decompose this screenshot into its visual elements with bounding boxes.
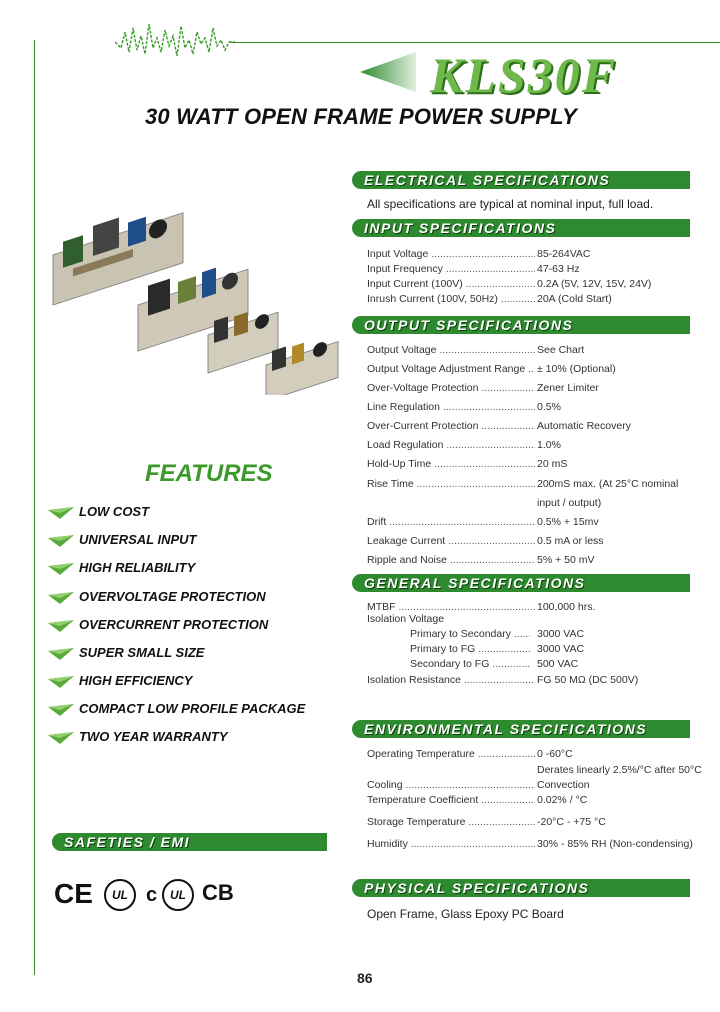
arrow-bullet-icon [48, 676, 74, 688]
arrow-bullet-icon [48, 732, 74, 744]
isolation-voltage-label: Isolation Voltage [367, 613, 445, 625]
ce-mark-icon: CE [54, 878, 93, 909]
left-margin-rule [34, 40, 35, 975]
arrow-bullet-icon [48, 563, 74, 575]
general-heading-bar [352, 574, 690, 592]
output-heading-bar [352, 316, 690, 334]
cul-c-mark: c [146, 884, 158, 906]
arrow-bullet-icon [48, 620, 74, 632]
input-heading-bar [352, 219, 690, 237]
arrow-bullet-icon [48, 704, 74, 716]
cul-mark-icon: UL [162, 879, 194, 911]
page-title: 30 WATT OPEN FRAME POWER SUPPLY [145, 104, 577, 129]
physical-heading-bar [352, 879, 690, 897]
page-number: 86 [357, 970, 373, 986]
arrow-bullet-icon [48, 507, 74, 519]
safeties-heading-bar [52, 833, 327, 851]
waveform-logo-icon [115, 18, 235, 62]
general-heading: GENERAL SPECIFICATIONS [364, 575, 586, 591]
arrow-bullet-icon [48, 592, 74, 604]
triangle-pointer-icon [360, 52, 416, 92]
input-heading: INPUT SPECIFICATIONS [364, 220, 557, 236]
safeties-heading: SAFETIES / EMI [64, 834, 191, 850]
cb-mark-icon: CB [202, 880, 234, 905]
physical-heading: PHYSICAL SPECIFICATIONS [364, 880, 590, 896]
product-brand: KLS30F [430, 47, 618, 103]
ul-mark-icon: UL [104, 879, 136, 911]
environmental-heading: ENVIRONMENTAL SPECIFICATIONS [364, 721, 648, 737]
physical-text: Open Frame, Glass Epoxy PC Board [367, 907, 564, 921]
product-photo [48, 195, 348, 395]
electrical-note: All specifications are typical at nominal input, full load. [367, 197, 654, 211]
arrow-bullet-icon [48, 535, 74, 547]
environmental-heading-bar [352, 720, 690, 738]
electrical-heading-bar [352, 171, 690, 189]
output-heading: OUTPUT SPECIFICATIONS [364, 317, 574, 333]
features-heading: FEATURES [145, 460, 273, 487]
arrow-bullet-icon [48, 648, 74, 660]
electrical-heading: ELECTRICAL SPECIFICATIONS [364, 172, 611, 188]
header-rule [230, 42, 720, 43]
